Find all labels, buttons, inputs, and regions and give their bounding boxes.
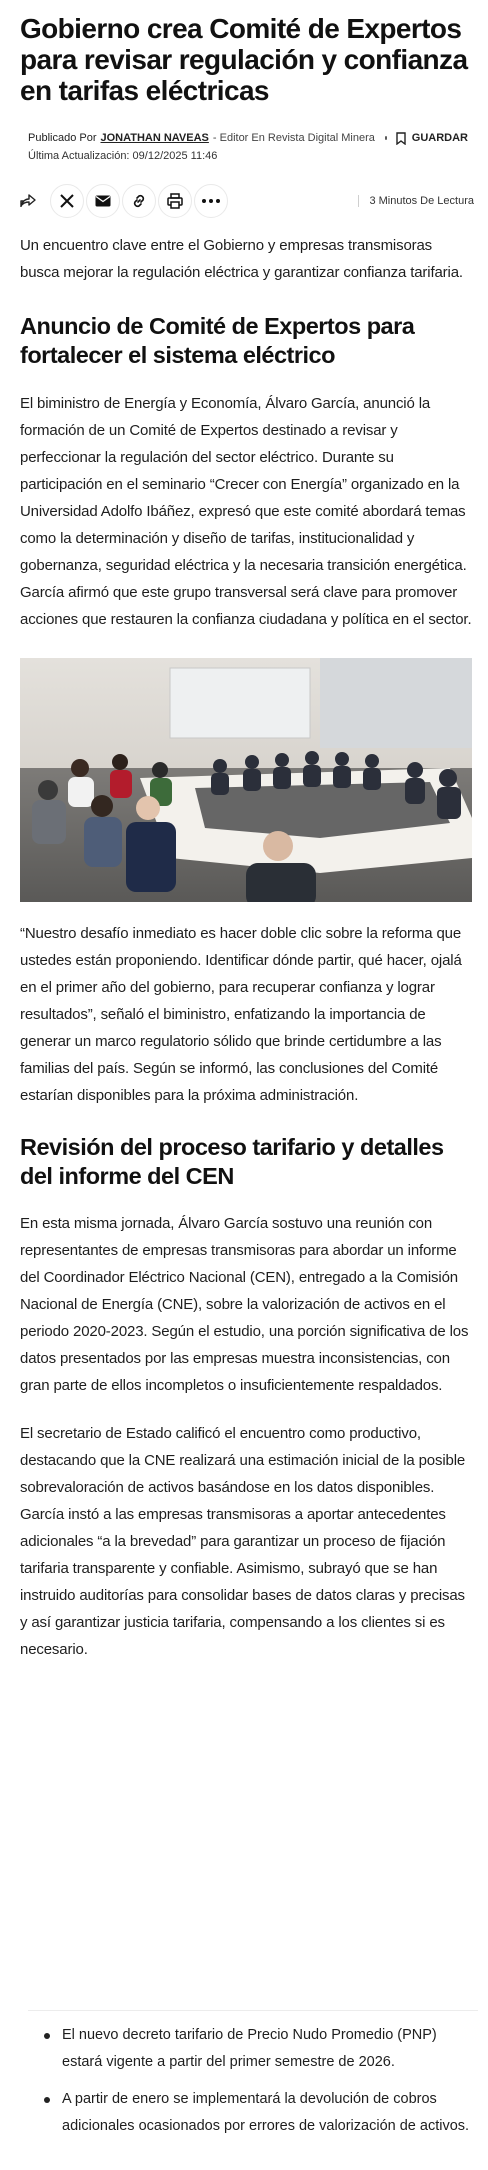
section2-paragraph-2: El secretario de Estado calificó el encuentro como productivo, destacando que la CNE realizará una estimación inicial de la posible sobrevaloración de activos basándose en los datos disponibles. García instó a las empresas transmisoras a aportar antecedentes adicionales “a la brevedad” para garantizar un proceso de fijación tarifaria transparente y confiable. Asimismo, subrayó que se han instruido auditorías para consolidar bases de datos claras y precisas y así garantizar justicia tarifaria, compensando a los clientes si es necesario. xyxy=(20,1425,466,1658)
byline xyxy=(28,130,468,146)
key-points-list xyxy=(44,2022,472,2150)
link-icon xyxy=(131,193,147,209)
share-button[interactable] xyxy=(14,184,42,218)
published-by-label: Publicado Por xyxy=(28,132,97,144)
section1-paragraph-1: El biministro de Energía y Economía, Álvaro García, anunció la formación de un Comité de Expertos destinado a revisar y perfeccionar la regulación del sector eléctrico. Durante su participación en el seminario “Crecer con Energía” organizado en la Universidad Adolfo Ibáñez, expresó que este comité abordará temas como la determinación y diseño de tarifas, institucionalidad y gobernanza, seguridad eléctrica y la necesaria transición energética. García afirmó que este grupo transversal será clave para promover acciones que restauren la confianza ciudadana y política en el sector. xyxy=(20,395,472,628)
separator-dot xyxy=(385,136,387,140)
print-icon xyxy=(167,193,183,209)
share-email-button[interactable] xyxy=(86,184,120,218)
save-button[interactable] xyxy=(396,132,468,145)
save-label: GUARDAR xyxy=(411,132,468,144)
content-divider xyxy=(28,2010,478,2011)
key-point-item: El nuevo decreto tarifario de Precio Nudo Promedio (PNP) estará vigente a partir del primer semestre de 2026. xyxy=(44,2022,472,2076)
section2-paragraph-1: En esta misma jornada, Álvaro García sostuvo una reunión con representantes de empresas transmisoras para abordar un informe del Coordinador Eléctrico Nacional (CEN), entregado a la Comisión Nacional de Energía (CNE), sobre la valorización de activos en el periodo 2020-2023. Según el estudio, una porción significativa de los datos presentados por las empresas muestra inconsistencias, con gran parte de ellos incompletos o insuficientemente respaldados. xyxy=(20,1215,469,1394)
read-time-separator xyxy=(358,195,359,207)
section-heading-1: Anuncio de Comité de Expertos para fortalecer el sistema eléctrico xyxy=(20,313,415,368)
author-role: - Editor En Revista Digital Minera xyxy=(212,132,375,144)
x-icon xyxy=(59,193,75,209)
share-icon xyxy=(20,194,36,208)
read-time-label: 3 Minutos De Lectura xyxy=(369,195,474,207)
mail-icon xyxy=(95,195,111,207)
more-icon xyxy=(202,199,220,203)
share-x-button[interactable] xyxy=(50,184,84,218)
section1-paragraph-2: “Nuestro desafío inmediato es hacer doble clic sobre la reforma que ustedes están proponiendo. Identificar dónde partir, qué hacer, ojalá en el primer año del gobierno, para recuperar confianza y lograr resultados”, señaló el biministro, enfatizando la importancia de generar un marco regulatorio sólido que brinde certidumbre a las familias del país. Según se informó, las conclusiones del Comité estarían disponibles para la próxima administración. xyxy=(20,925,462,1104)
key-point-item: A partir de enero se implementará la devolución de cobros adicionales ocasionados por errores de valorización de activos. xyxy=(44,2086,472,2140)
section-heading-2: Revisión del proceso tarifario y detalles del informe del CEN xyxy=(20,1134,444,1189)
meeting-photo-illustration xyxy=(20,658,472,902)
article-title: Gobierno crea Comité de Expertos para revisar regulación y confianza en tarifas eléctricas xyxy=(20,13,468,106)
article-lead: Un encuentro clave entre el Gobierno y empresas transmisoras busca mejorar la regulación eléctrica y garantizar confianza tarifaria. xyxy=(20,237,463,281)
last-updated: Última Actualización: 09/12/2025 11:46 xyxy=(28,150,218,162)
share-bar xyxy=(14,184,474,218)
print-button[interactable] xyxy=(158,184,192,218)
copy-link-button[interactable] xyxy=(122,184,156,218)
read-time xyxy=(358,195,474,207)
more-options-button[interactable] xyxy=(194,184,228,218)
author-link[interactable]: JONATHAN NAVEAS xyxy=(100,132,209,144)
bookmark-icon xyxy=(396,132,406,145)
article-photo xyxy=(20,658,472,902)
